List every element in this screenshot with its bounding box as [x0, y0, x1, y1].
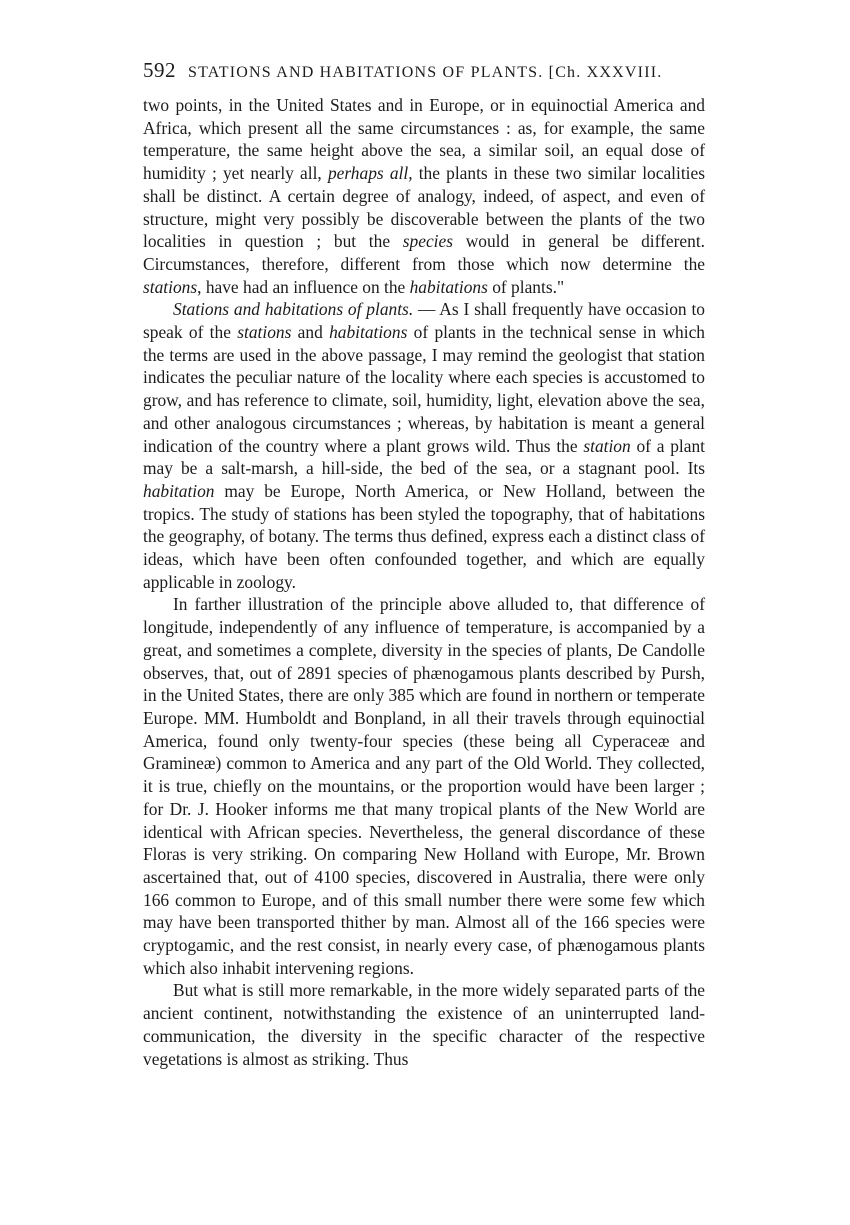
- italic-text: stations: [237, 322, 292, 343]
- paragraph: [143, 979, 705, 1070]
- paragraph: [143, 94, 705, 298]
- text-segment: In farther illustration of the principle above alluded to, that difference of longitude, independently of any influence of temperature, is accompanied by a great, and sometimes a complete, diversity in the species of plants, De Candolle observes, that, out of 2891 species of phænogamous plants described by Pursh, in the United States, there are only 385 which are found in northern or temperate Europe. MM. Humboldt and Bonpland, in all their travels through equinoctial America, found only twenty-four species (these being all Cyperaceæ and Gramineæ) common to America and any part of the Old World. They collected, it is true, chiefly on the mountains, or the proportion would have been larger ; for Dr. J. Hooker informs me that many tropical plants of the New World are identical with African species. Nevertheless, the general discordance of these Floras is very striking. On comparing New Holland with Europe, Mr. Brown ascertained that, out of 4100 species, discovered in Australia, there were only 166 common to Europe, and of this small number there were some few which may have been transported thither by man. Almost all of the 166 species were cryptogamic, and the rest consist, in nearly every case, of phænogamous plants which also inhabit intervening regions.: [143, 594, 705, 978]
- text-segment: — As I shall frequently have occasion to speak of the: [143, 299, 705, 343]
- italic-text: Stations and habitations of plants.: [173, 299, 414, 320]
- text-segment: and: [291, 322, 330, 343]
- running-head: STATIONS AND HABITATIONS OF PLANTS. [Ch. XXXVIII.: [188, 64, 663, 81]
- italic-text: station: [583, 435, 631, 456]
- text-segment: of plants in the technical sense in which the terms are used in the above passage, I may remind the geologist that station indicates the peculiar nature of the locality where each species is accustomed to grow, and has reference to climate, soil, humidity, light, elevation above the sea, and other analogous circumstances ; whereas, by habitation is meant a general indication of the country where a plant grows wild. Thus the: [143, 322, 706, 456]
- italic-text: perhaps all,: [327, 163, 413, 184]
- paragraph: [143, 593, 705, 979]
- book-page: [143, 58, 705, 1188]
- text-segment: of plants.": [487, 276, 565, 297]
- italic-text: habitation: [143, 480, 215, 501]
- text-segment: would in general be different. Circumstances, therefore, different from those which now determine the: [143, 231, 706, 274]
- text-segment: , have had an influence on the: [197, 276, 410, 297]
- paragraph: [143, 298, 705, 593]
- text-segment: the plants in these two similar localities shall be distinct. A certain degree of analogy, indeed, of aspect, and even of structure, might very possibly be discoverable between the plants of the two localities in question ; but the: [143, 163, 705, 252]
- italic-text: habitations: [409, 276, 488, 297]
- italic-text: habitations: [329, 322, 408, 343]
- text-segment: may be Europe, North America, or New Holland, between the tropics. The study of stations has been styled the topography, that of habitations the geography, of botany. The terms thus defined, express each a distinct class of ideas, which have been often confounded together, and which are equally applicable in zoology.: [143, 480, 705, 592]
- italic-text: stations: [143, 276, 198, 297]
- page-header: [143, 58, 705, 86]
- italic-text: species: [402, 231, 453, 252]
- page-number: 592: [143, 58, 176, 82]
- text-segment: two points, in the United States and in Europe, or in equinoctial America and Africa, which present all the same circumstances : as, for example, the same temperature, the same height above the sea, a similar soil, an equal dose of humidity ; yet nearly all,: [143, 95, 705, 184]
- text-segment: But what is still more remarkable, in the more widely separated parts of the ancient continent, notwithstanding the existence of an uninterrupted land-communication, the diversity in the specific character of the respective vegetations is almost as striking. Thus: [143, 980, 705, 1069]
- text-segment: of a plant may be a salt-marsh, a hill-side, the bed of the sea, or a stagnant pool. Its: [143, 435, 705, 479]
- body-text: [143, 94, 705, 1070]
